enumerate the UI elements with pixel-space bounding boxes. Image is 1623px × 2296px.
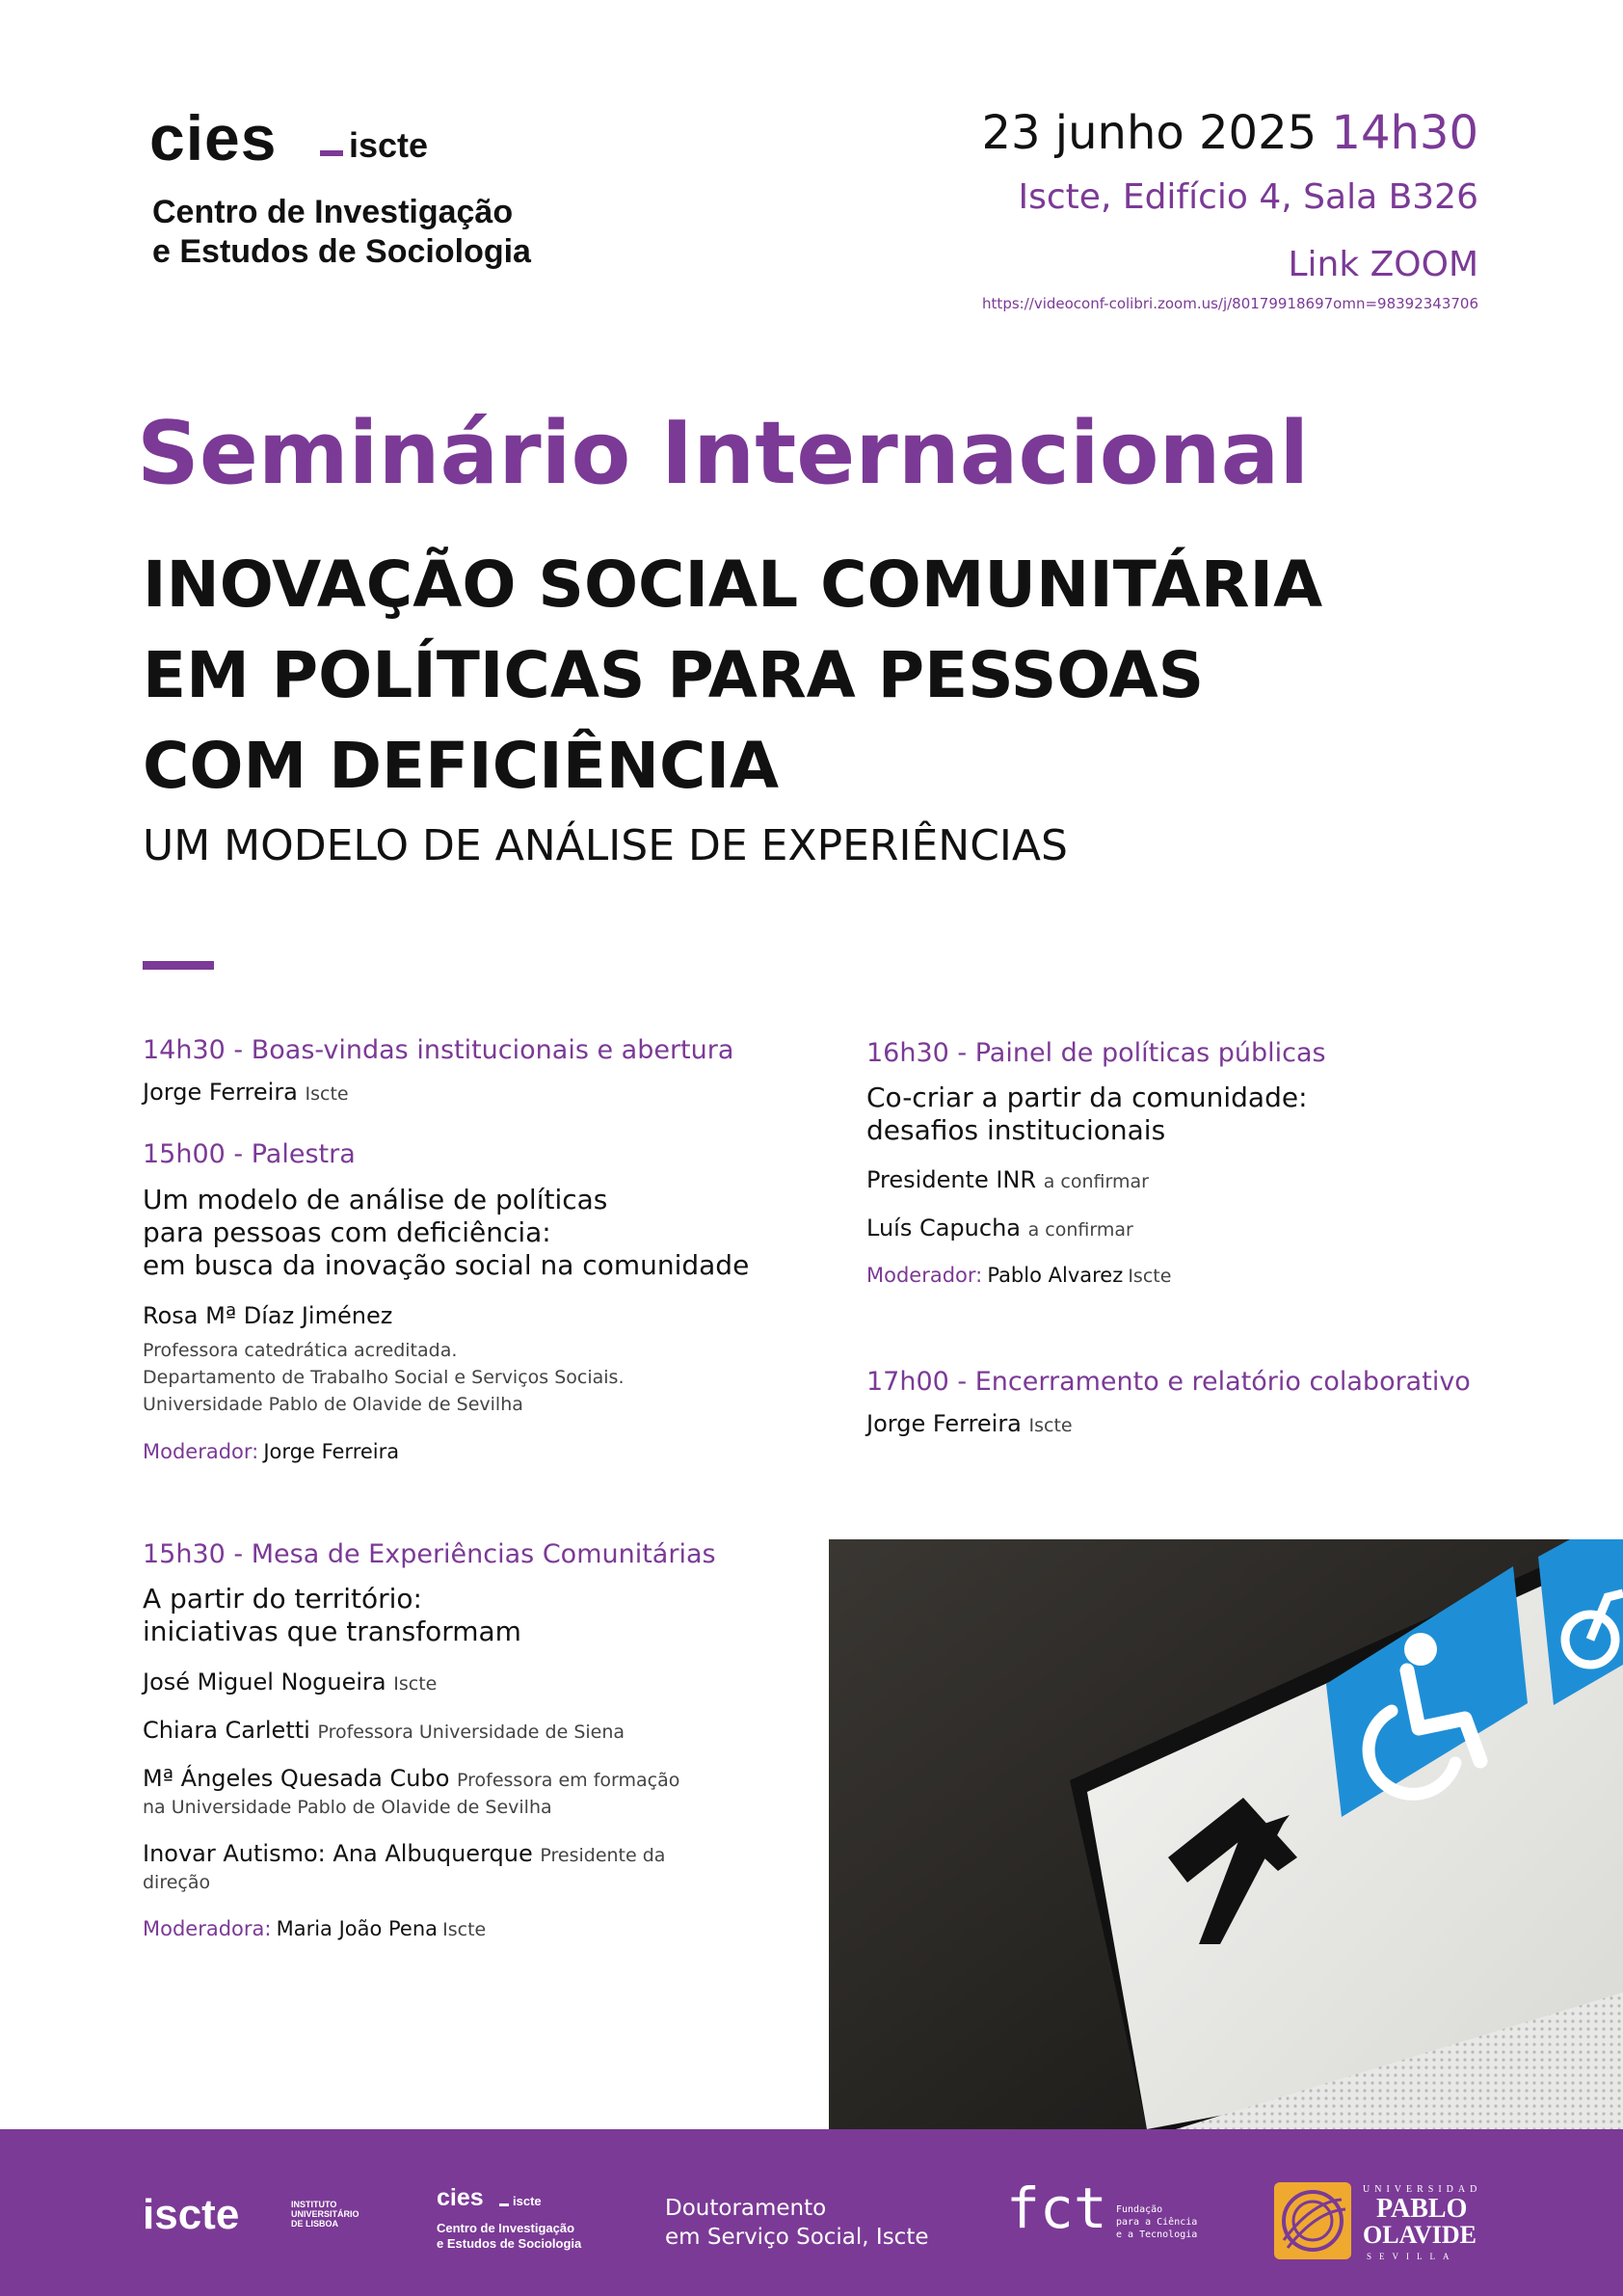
footer-doctorate-line1: Doutoramento <box>665 2196 827 2221</box>
iscte-sub-line2: UNIVERSITÁRIO <box>291 2209 359 2219</box>
fct-sub-line1: Fundação <box>1116 2204 1163 2215</box>
footer-doctorate <box>665 2194 929 2252</box>
panel-participant-1 <box>866 1166 1149 1193</box>
panel-moderator-name: Pablo Alvarez <box>987 1264 1124 1287</box>
event-time: 14h30 <box>1331 106 1478 160</box>
participant-4-name: Inovar Autismo: Ana Albuquerque <box>143 1840 533 1867</box>
participant-4-affiliation-cont: direção <box>143 1872 211 1893</box>
closing-person-affiliation: Iscte <box>1028 1415 1073 1436</box>
panel-moderator-label: Moderador: <box>866 1264 983 1287</box>
panel-time: 16h30 - Painel de políticas públicas <box>866 1038 1326 1068</box>
footer-cies-iscte: iscte <box>513 2194 542 2208</box>
participant-2-affiliation: Professora Universidade de Siena <box>317 1722 625 1743</box>
upo-seal-graphic <box>1274 2182 1351 2259</box>
lecture-speaker-bio <box>143 1337 625 1418</box>
main-title-line3: COM DEFICIÊNCIA <box>143 729 780 803</box>
cies-name-line2: e Estudos de Sociologia <box>152 233 531 270</box>
main-title-line1: INOVAÇÃO SOCIAL COMUNITÁRIA <box>143 547 1323 622</box>
footer-fct-logo: fct <box>1006 2176 1107 2241</box>
accent-divider <box>143 961 214 970</box>
footer-fct-subtitle <box>1116 2203 1197 2241</box>
participant-3-name: Mª Ángeles Quesada Cubo <box>143 1765 450 1792</box>
event-location: Iscte, Edifício 4, Sala B326 <box>1018 177 1478 217</box>
footer-cies-underscore <box>499 2203 509 2206</box>
footer-upo-seal-icon <box>1274 2182 1351 2259</box>
lecture-title-line3: em busca da inovação social na comunidade <box>143 1249 750 1281</box>
cies-name-line1: Centro de Investigação <box>152 194 514 230</box>
footer-upo-olavide: OLAVIDE <box>1363 2221 1477 2249</box>
participant-1-affiliation: Iscte <box>393 1673 438 1695</box>
panel-title-line2: desafios institucionais <box>866 1114 1166 1146</box>
roundtable-moderator-label: Moderadora: <box>143 1917 272 1940</box>
footer-cies-name-line2: e Estudos de Sociologia <box>437 2236 582 2251</box>
roundtable-time: 15h30 - Mesa de Experiências Comunitárias <box>143 1539 716 1569</box>
roundtable-title <box>143 1583 521 1648</box>
footer-cies-logo: cies <box>437 2184 484 2211</box>
roundtable-moderator <box>143 1917 486 1940</box>
footer-cies-name <box>437 2221 581 2252</box>
cies-logo-iscte: iscte <box>349 125 429 165</box>
participant-2-name: Chiara Carletti <box>143 1717 310 1744</box>
participant-4-affiliation: Presidente da <box>540 1845 666 1866</box>
subtitle: UM MODELO DE ANÁLISE DE EXPERIÊNCIAS <box>143 821 1068 870</box>
panel-participant-2 <box>866 1215 1133 1241</box>
participant-3-affiliation: Professora em formação <box>457 1770 680 1791</box>
panel-moderator-affiliation: Iscte <box>1128 1266 1172 1287</box>
lecture-moderator <box>143 1440 399 1463</box>
roundtable-moderator-name: Maria João Pena <box>276 1917 439 1940</box>
opening-time: 14h30 - Boas-vindas institucionais e abertura <box>143 1035 734 1065</box>
roundtable-title-line2: iniciativas que transformam <box>143 1615 521 1647</box>
roundtable-participant-3 <box>143 1765 679 1792</box>
seminar-kicker: Seminário Internacional <box>137 403 1310 504</box>
lecture-moderator-label: Moderador: <box>143 1440 259 1463</box>
accessibility-sign-photo <box>829 1539 1623 2129</box>
closing-person <box>866 1410 1073 1437</box>
lecture-speaker: Rosa Mª Díaz Jiménez <box>143 1302 393 1329</box>
roundtable-title-line1: A partir do território: <box>143 1583 422 1615</box>
opening-person-affiliation: Iscte <box>305 1083 349 1105</box>
lecture-title-line1: Um modelo de análise de políticas <box>143 1184 608 1215</box>
lecture-bio-line2: Departamento de Trabalho Social e Serviços Sociais. <box>143 1367 625 1388</box>
lecture-bio-line3: Universidade Pablo de Olavide de Sevilha <box>143 1394 523 1415</box>
footer-iscte-logo: iscte <box>143 2191 240 2238</box>
footer-cies-name-line1: Centro de Investigação <box>437 2221 575 2235</box>
roundtable-participant-1 <box>143 1669 437 1695</box>
event-date-text: 23 junho 2025 <box>981 106 1317 160</box>
footer-upo-top: UNIVERSIDAD <box>1363 2184 1482 2195</box>
closing-person-name: Jorge Ferreira <box>866 1410 1022 1437</box>
footer-upo-sevilla: SEVILLA <box>1367 2252 1457 2261</box>
accessibility-sign-illustration <box>829 1539 1623 2129</box>
main-title <box>143 540 1322 812</box>
footer-iscte-subtitle <box>291 2200 359 2229</box>
footer-doctorate-line2: em Serviço Social, Iscte <box>665 2225 929 2250</box>
fct-sub-line2: para a Ciência <box>1116 2217 1198 2228</box>
panel-participant-1-note: a confirmar <box>1043 1171 1149 1192</box>
lecture-time: 15h00 - Palestra <box>143 1139 356 1169</box>
participant-3-affiliation-cont: na Universidade Pablo de Olavide de Sevilha <box>143 1797 552 1818</box>
participant-1-name: José Miguel Nogueira <box>143 1669 386 1695</box>
cies-logo-wordmark: cies <box>149 102 278 174</box>
panel-title <box>866 1081 1308 1147</box>
lecture-moderator-name: Jorge Ferreira <box>263 1440 400 1463</box>
event-date <box>981 106 1478 160</box>
roundtable-participant-4 <box>143 1840 665 1867</box>
iscte-sub-line1: INSTITUTO <box>291 2200 337 2209</box>
zoom-link-url[interactable]: https://videoconf-colibri.zoom.us/j/80179918697omn=98392343706 <box>982 295 1478 312</box>
lecture-bio-line1: Professora catedrática acreditada. <box>143 1340 458 1361</box>
panel-moderator <box>866 1264 1171 1287</box>
opening-person-name: Jorge Ferreira <box>143 1079 298 1106</box>
roundtable-moderator-affiliation: Iscte <box>442 1919 487 1940</box>
panel-participant-1-name: Presidente INR <box>866 1166 1037 1193</box>
lecture-title <box>143 1184 749 1282</box>
cies-logo-name <box>152 193 531 272</box>
panel-participant-2-name: Luís Capucha <box>866 1215 1021 1241</box>
panel-participant-2-note: a confirmar <box>1027 1219 1133 1241</box>
fct-sub-line3: e a Tecnologia <box>1116 2229 1198 2240</box>
closing-time: 17h00 - Encerramento e relatório colaborativo <box>866 1367 1471 1397</box>
lecture-title-line2: para pessoas com deficiência: <box>143 1216 551 1248</box>
panel-title-line1: Co-criar a partir da comunidade: <box>866 1081 1308 1113</box>
footer-upo-pablo: PABLO <box>1376 2194 1468 2224</box>
opening-person <box>143 1079 349 1106</box>
main-title-line2: EM POLÍTICAS PARA PESSOAS <box>143 638 1205 712</box>
iscte-sub-line3: DE LISBOA <box>291 2219 339 2229</box>
roundtable-participant-2 <box>143 1717 625 1744</box>
cies-logo-underscore <box>320 150 343 156</box>
zoom-link-label[interactable]: Link ZOOM <box>1288 245 1478 284</box>
